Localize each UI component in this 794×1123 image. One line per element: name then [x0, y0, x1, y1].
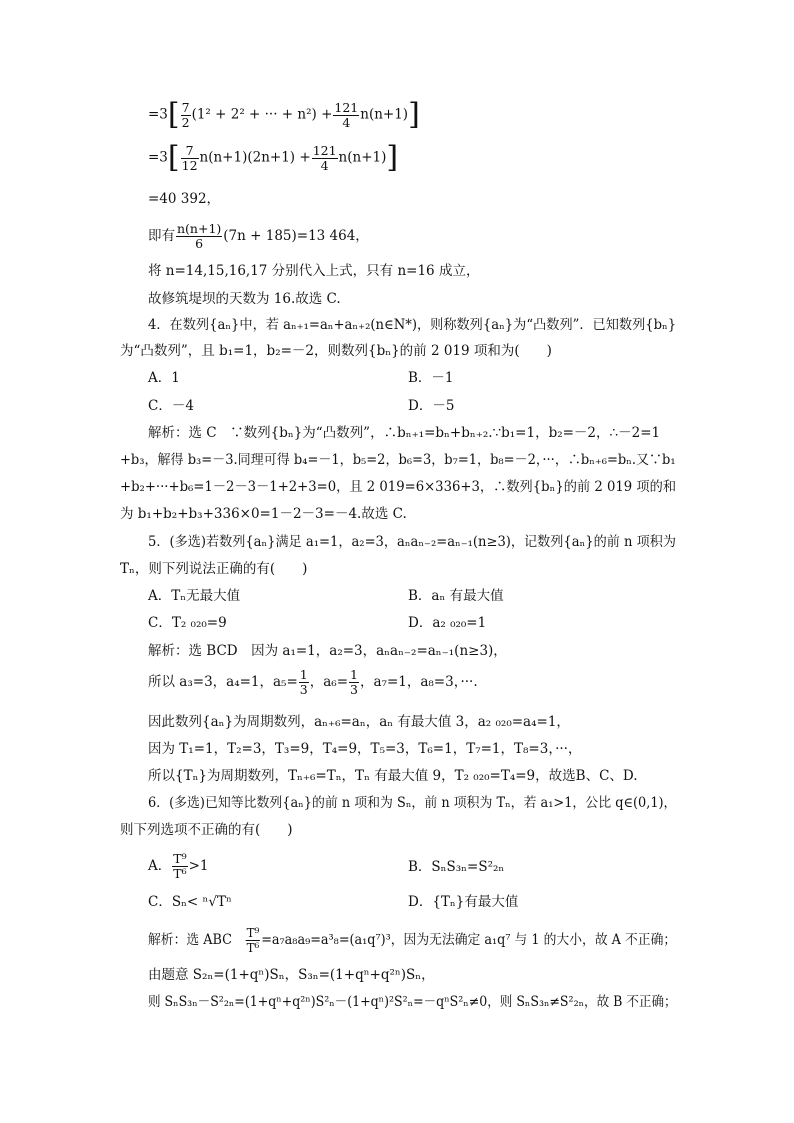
q6-solution-line-2: 由题意 S₂ₙ=(1+qⁿ)Sₙ，S₃ₙ=(1+qⁿ+q²ⁿ)Sₙ，: [148, 967, 435, 983]
equation-line-1: [148, 97, 420, 132]
denominator: T⁶: [173, 866, 187, 881]
eq-suffix: n(n+1): [360, 106, 409, 123]
numerator: 121: [312, 142, 337, 158]
denominator: 2: [181, 114, 190, 130]
text-segment: 解析：选 ABC: [148, 932, 245, 948]
text-segment: 所以 a₃=3，a₄=1，a₅=: [148, 674, 298, 690]
text-line-5: 将 n=14,15,16,17 分别代入上式，只有 n=16 成立，: [148, 263, 480, 279]
q6-option-a: [148, 852, 209, 881]
q4-option-d: D．－5: [408, 398, 455, 414]
right-bracket: ]: [408, 97, 420, 132]
q4-solution-line-2: +b₃，解得 b₃=－3.同理可得 b₄=－1，b₅=2，b₆=3，b₇=1，b₈=－2，···，∴bₙ₊₆=bₙ.又∵b₁: [120, 452, 676, 468]
q6-stem-line-1: 6．(多选)已知等比数列{aₙ}的前 n 项和为 Sₙ，前 n 项积为 Tₙ，若 a₁>1，公比 q∈(0,1)，: [148, 795, 677, 811]
q4-solution-line-1: 解析：选 C ∵数列{bₙ}为“凸数列”，∴bₙ₊₁=bₙ+bₙ₊₂.∵b₁=1，b₂=－2，∴－2=1: [148, 425, 661, 441]
q5-option-d: D．a₂ ₀₂₀=1: [408, 615, 487, 631]
q5-stem-line-2: Tₙ，则下列说法正确的有( ): [120, 561, 308, 577]
numerator: 1: [350, 667, 358, 682]
numerator: 7: [181, 99, 190, 115]
right-bracket: ]: [386, 140, 399, 175]
fraction-n-n-plus-1-over-6: [176, 222, 222, 251]
option-letter: A．: [148, 858, 172, 874]
eq-suffix: n(n+1): [338, 149, 387, 166]
denominator: 12: [181, 157, 198, 173]
text-line-6: 故修筑堤坝的天数为 16.故选 C.: [148, 291, 341, 307]
fraction-7-over-2: [181, 101, 191, 130]
q6-option-d: D．{Tₙ}有最大值: [408, 894, 519, 910]
q6-option-b: B．SₙS₃ₙ=S²₂ₙ: [408, 859, 505, 875]
left-bracket: [: [167, 97, 180, 132]
q5-option-a: A．Tₙ无最大值: [148, 588, 241, 604]
q4-stem-line-2: 为“凸数列”，且 b₁=1，b₂=－2，则数列{bₙ}的前 2 019 项和为( ): [120, 343, 552, 359]
eq-prefix: =3: [148, 106, 168, 123]
denominator: T⁶: [246, 940, 260, 955]
q5-option-b: B．aₙ 有最大值: [408, 588, 504, 604]
q5-solution-line-1: 解析：选 BCD 因为 a₁=1，a₂=3，aₙaₙ₋₂=aₙ₋₁(n≥3)，: [148, 643, 507, 659]
eq-prefix: =3: [148, 149, 168, 166]
denominator: 4: [320, 157, 329, 173]
q5-stem-line-1: 5．(多选)若数列{aₙ}满足 a₁=1，a₂=3，aₙaₙ₋₂=aₙ₋₁(n≥3)，记数列{aₙ}的前 n 项积为: [148, 534, 677, 550]
q4-solution-line-4: 为 b₁+b₂+b₃+336×0=1－2－3=－4.故选 C.: [120, 506, 407, 522]
q4-option-b: B．－1: [408, 370, 454, 386]
fraction-121-over-4: [312, 144, 338, 173]
fraction-1-over-3: [349, 668, 359, 697]
q5-solution-line-4: 因为 T₁=1，T₂=3，T₃=9，T₄=9，T₅=3，T₆=1，T₇=1，T₈=3，···，: [148, 741, 582, 757]
fraction-t9-over-t6: [246, 926, 261, 955]
q6-solution-line-1: [148, 926, 676, 955]
numerator: n(n+1): [177, 221, 222, 236]
left-bracket: [: [167, 140, 180, 175]
equation-line-4: [148, 222, 369, 251]
numerator: 1: [299, 667, 308, 682]
numerator: T⁹: [173, 851, 187, 866]
eq-suffix: (7n + 185)=13 464，: [223, 228, 369, 244]
fraction-7-over-12: [181, 144, 199, 173]
text-segment: ，a₆=: [309, 674, 349, 690]
text-segment: =a₇a₈a₉=a³₈=(a₁q⁷)³，因为无法确定 a₁q⁷ 与 1 的大小，故 A 不正确；: [261, 932, 677, 948]
denominator: 3: [350, 682, 358, 697]
eq-prefix: 即有: [148, 228, 175, 244]
q6-option-c: C．Sₙ< ⁿ√Tⁿ: [148, 894, 232, 910]
numerator: 7: [181, 144, 199, 159]
fraction-t9-over-t6: [172, 852, 187, 881]
fraction-121-over-4: [333, 101, 359, 130]
eq-middle: (1² + 2² + ··· + n²) +: [191, 106, 333, 123]
q4-option-a: A．1: [148, 370, 180, 386]
q5-solution-line-2: [148, 668, 478, 697]
eq-middle: n(n+1)(2n+1) +: [199, 149, 311, 166]
q6-solution-line-3: 则 SₙS₃ₙ－S²₂ₙ=(1+qⁿ+q²ⁿ)S²ₙ－(1+qⁿ)²S²ₙ=－qⁿS²ₙ≠0，则 SₙS₃ₙ≠S²₂ₙ，故 B 不正确；: [148, 994, 677, 1010]
denominator: 4: [342, 114, 351, 130]
q4-option-c: C．－4: [148, 398, 194, 414]
numerator: T⁹: [246, 925, 260, 940]
fraction-1-over-3: [299, 668, 309, 697]
text-segment: ，a₇=1，a₈=3，···.: [359, 674, 478, 690]
q5-solution-line-5: 所以{Tₙ}为周期数列，Tₙ₊₆=Tₙ，Tₙ 有最大值 9，T₂ ₀₂₀=T₄=9，故选B、C、D.: [148, 768, 638, 784]
equation-line-3: =40 392，: [148, 191, 221, 207]
q6-stem-line-2: 则下列选项不正确的有( ): [120, 822, 293, 838]
q4-stem-line-1: 4．在数列{aₙ}中，若 aₙ₊₁=aₙ+aₙ₊₂(n∈N*)，则称数列{aₙ}为“凸数列”．已知数列{bₙ}: [148, 317, 677, 333]
numerator: 121: [334, 99, 359, 115]
denominator: 6: [195, 236, 204, 251]
q4-solution-line-3: +b₂+···+b₆=1－2－3－1+2+3=0，且 2 019=6×336+3，∴数列{bₙ}的前 2 019 项的和: [120, 479, 677, 495]
q5-option-c: C．T₂ ₀₂₀=9: [148, 615, 227, 631]
text-segment: >1: [188, 858, 209, 874]
q5-solution-line-3: 因此数列{aₙ}为周期数列，aₙ₊₆=aₙ，aₙ 有最大值 3，a₂ ₀₂₀=a₄=1，: [148, 714, 570, 730]
denominator: 3: [299, 682, 308, 697]
equation-line-2: [148, 140, 399, 175]
